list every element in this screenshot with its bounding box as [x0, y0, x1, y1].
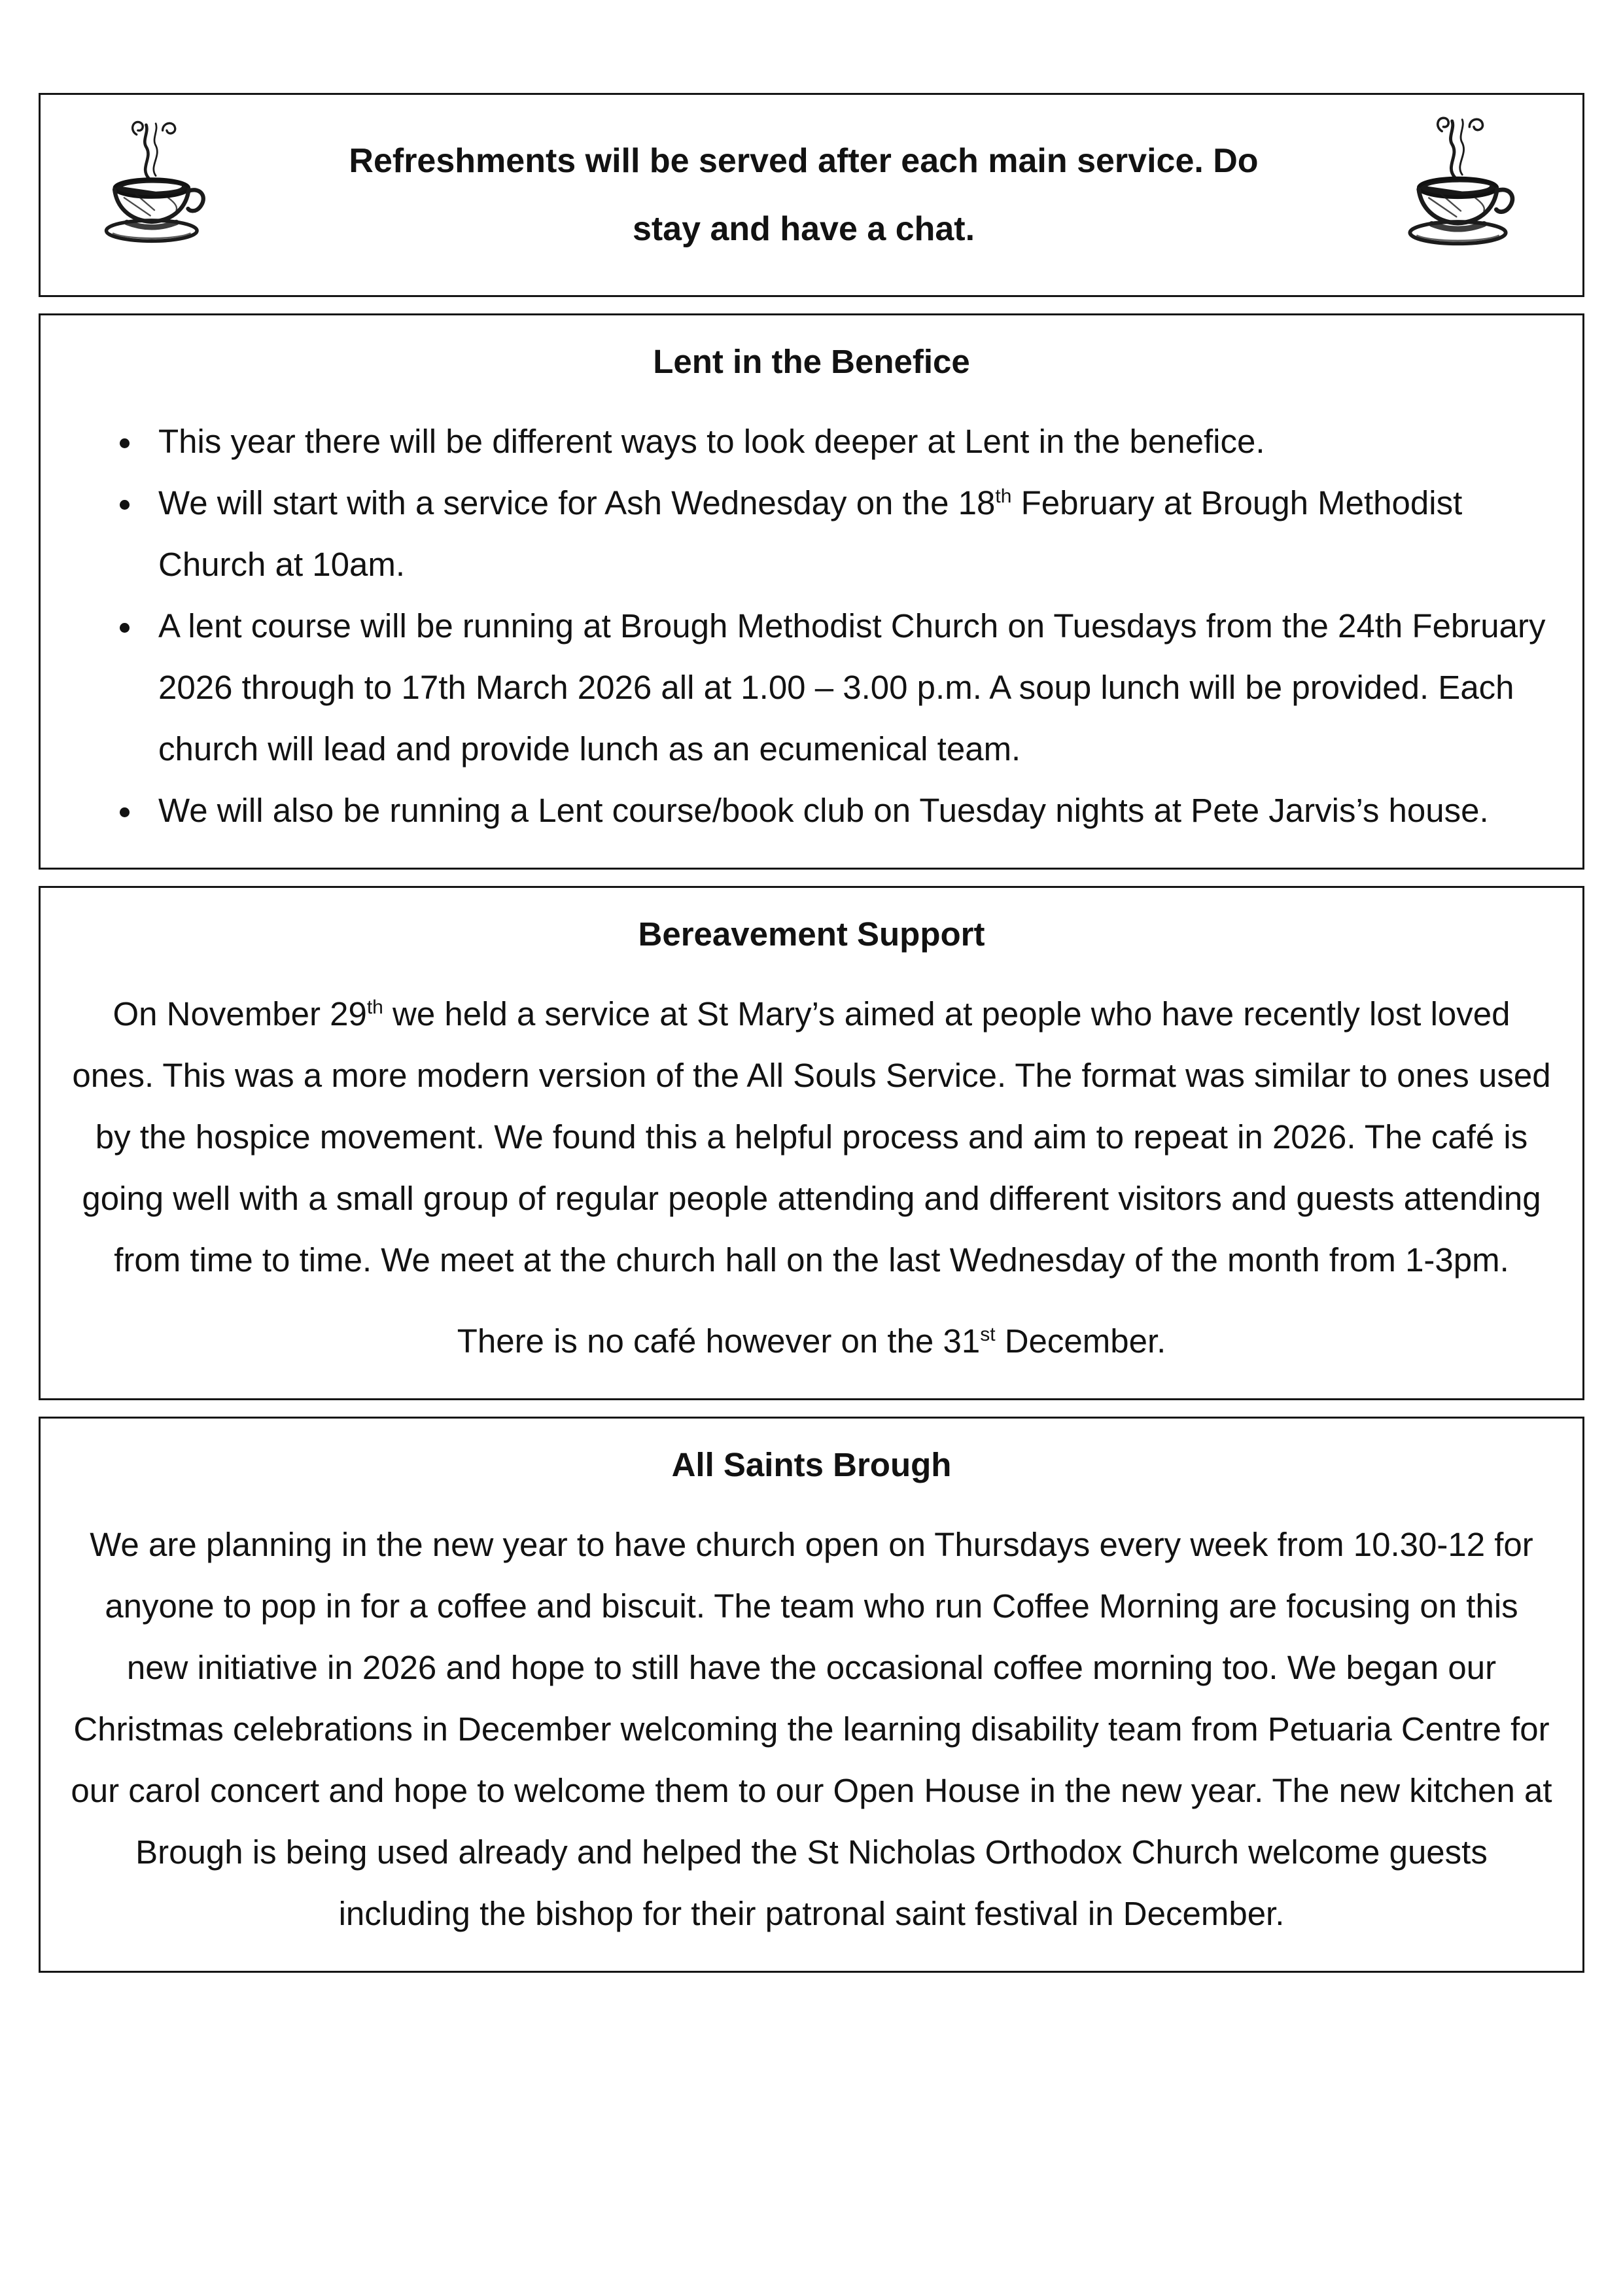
bereavement-cafe-note — [71, 1311, 1552, 1372]
refreshments-note — [237, 127, 1370, 263]
all-saints-box — [39, 1417, 1584, 1973]
refreshments-line2: stay and have a chat. — [632, 210, 975, 248]
lent-box — [39, 313, 1584, 870]
bereavement-para2-cont: December. — [995, 1322, 1166, 1360]
ordinal-suffix: th — [366, 997, 383, 1018]
lent-bullet-1: This year there will be different ways to look deeper at Lent in the benefice. — [158, 423, 1265, 460]
list-item — [144, 472, 1552, 595]
lent-bullet-2-cont: February at Brough Methodist Church at 10am. — [158, 484, 1463, 583]
refreshments-line1: Refreshments will be served after each main service. Do — [349, 142, 1259, 180]
lent-bullet-4: We will also be running a Lent course/book club on Tuesday nights at Pete Jarvis’s house. — [158, 792, 1489, 829]
ordinal-suffix: th — [995, 486, 1012, 507]
coffee-cup-icon — [1370, 108, 1551, 282]
coffee-cup-icon — [72, 103, 237, 287]
ordinal-suffix: st — [980, 1324, 996, 1345]
all-saints-paragraph: We are planning in the new year to have church open on Thursdays every week from 10.30-12 for anyone to pop in for a coffee and biscuit. The team who run Coffee Morning are focusing on this new initiative in 2026 and hope to still have the occasional coffee morning too. We began our Christmas celebrations in December welcoming the learning disability team from Petuaria Centre for our carol concert and hope to welcome them to our Open House in the new year. The new kitchen at Brough is being used already and helped the St Nicholas Orthodox Church welcome guests including the bishop for their patronal saint festival in December. — [71, 1526, 1552, 1932]
bereavement-paragraph — [71, 983, 1552, 1291]
lent-bullet-list — [71, 411, 1552, 841]
bereavement-para1: On November 29 — [113, 995, 367, 1033]
bereavement-para1-cont: we held a service at St Mary’s aimed at people who have recently lost loved ones. This was a more modern version of the All Souls Service. The format was similar to ones used by the hospice movement. We found this a helpful process and aim to repeat in 2026. The café is going well with a small group of regular people attending and different visitors and guests attending from time to time. We meet at the church hall on the last Wednesday of the month from 1-3pm. — [72, 995, 1551, 1279]
bereavement-box — [39, 886, 1584, 1400]
lent-bullet-3: A lent course will be running at Brough Methodist Church on Tuesdays from the 24th February 2026 through to 17th March 2026 all at 1.00 – 3.00 p.m. A soup lunch will be provided. Each church will lead and provide lunch as an ecumenical team. — [158, 607, 1546, 768]
refreshments-box — [39, 93, 1584, 297]
bereavement-para2: There is no café however on the 31 — [457, 1322, 981, 1360]
all-saints-title: All Saints Brough — [671, 1446, 952, 1483]
lent-bullet-2: We will start with a service for Ash Wednesday on the 18 — [158, 484, 996, 521]
lent-title: Lent in the Benefice — [653, 343, 970, 380]
list-item — [144, 595, 1552, 780]
bereavement-title: Bereavement Support — [638, 915, 985, 953]
list-item — [144, 411, 1552, 472]
list-item — [144, 780, 1552, 841]
